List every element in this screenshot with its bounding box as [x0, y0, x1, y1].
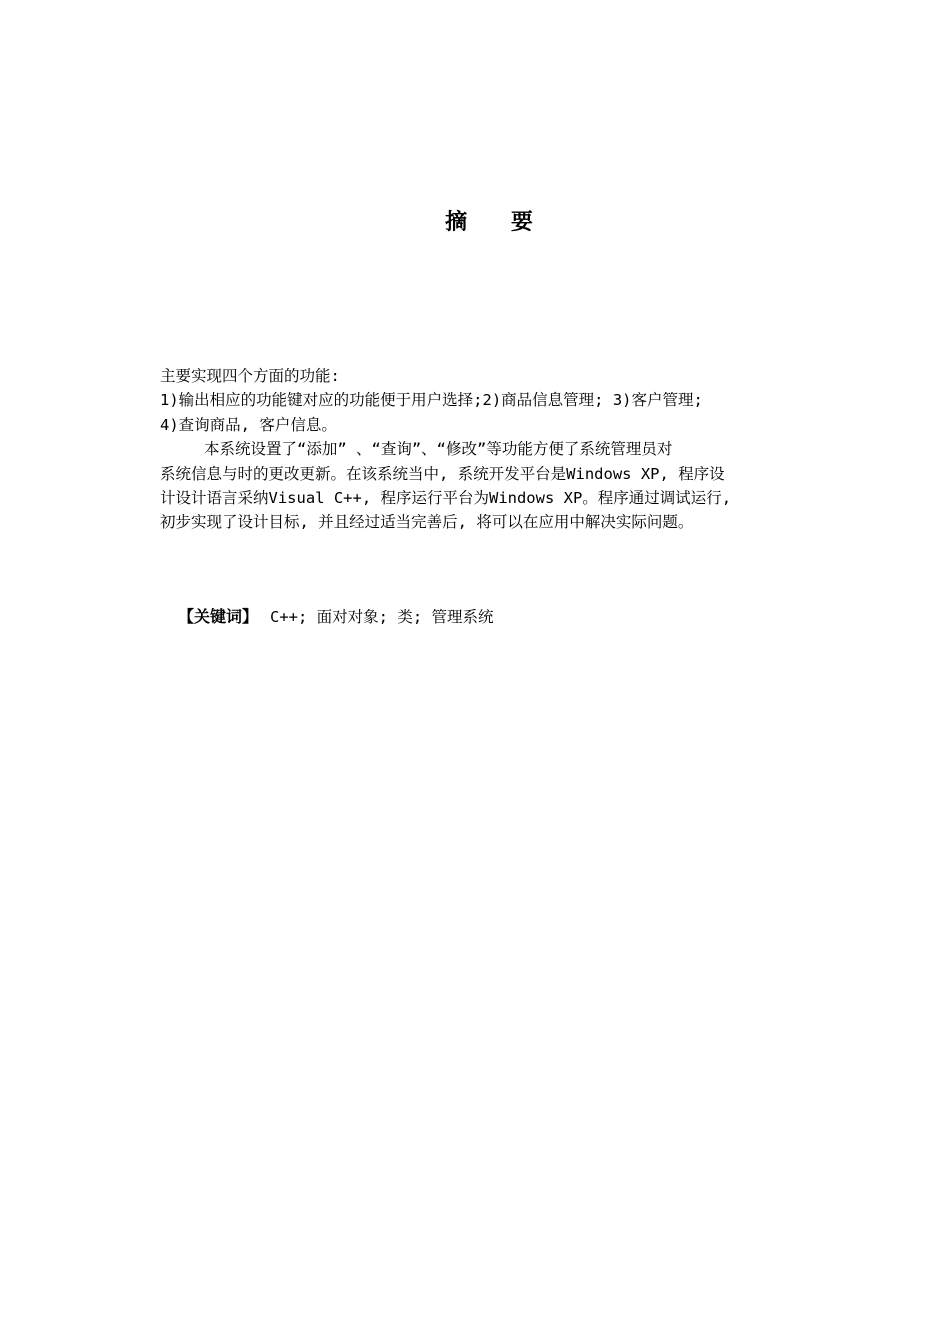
abstract-line: 4)查询商品, 客户信息。	[160, 415, 337, 434]
abstract-line: 计设计语言采纳Visual C++, 程序运行平台为Windows XP。程序通过调试运行,	[160, 489, 732, 508]
keywords-label: 【关键词】	[178, 607, 259, 626]
abstract-line: 系统信息与时的更改更新。在该系统当中, 系统开发平台是Windows XP, 程序设	[160, 464, 725, 483]
abstract-body	[160, 364, 860, 535]
abstract-line: 初步实现了设计目标, 并且经过适当完善后, 将可以在应用中解决实际问题。	[160, 513, 694, 532]
abstract-line: 1)输出相应的功能键对应的功能便于用户选择;2)商品信息管理; 3)客户管理;	[160, 391, 703, 410]
abstract-line: 主要实现四个方面的功能:	[160, 367, 340, 385]
keywords	[178, 605, 494, 629]
abstract-line: 本系统设置了“添加” 、“查询”、“修改”等功能方便了系统管理员对	[204, 440, 673, 459]
page-title: 摘 要	[445, 210, 551, 235]
keywords-value: C++; 面对对象; 类; 管理系统	[270, 608, 494, 626]
